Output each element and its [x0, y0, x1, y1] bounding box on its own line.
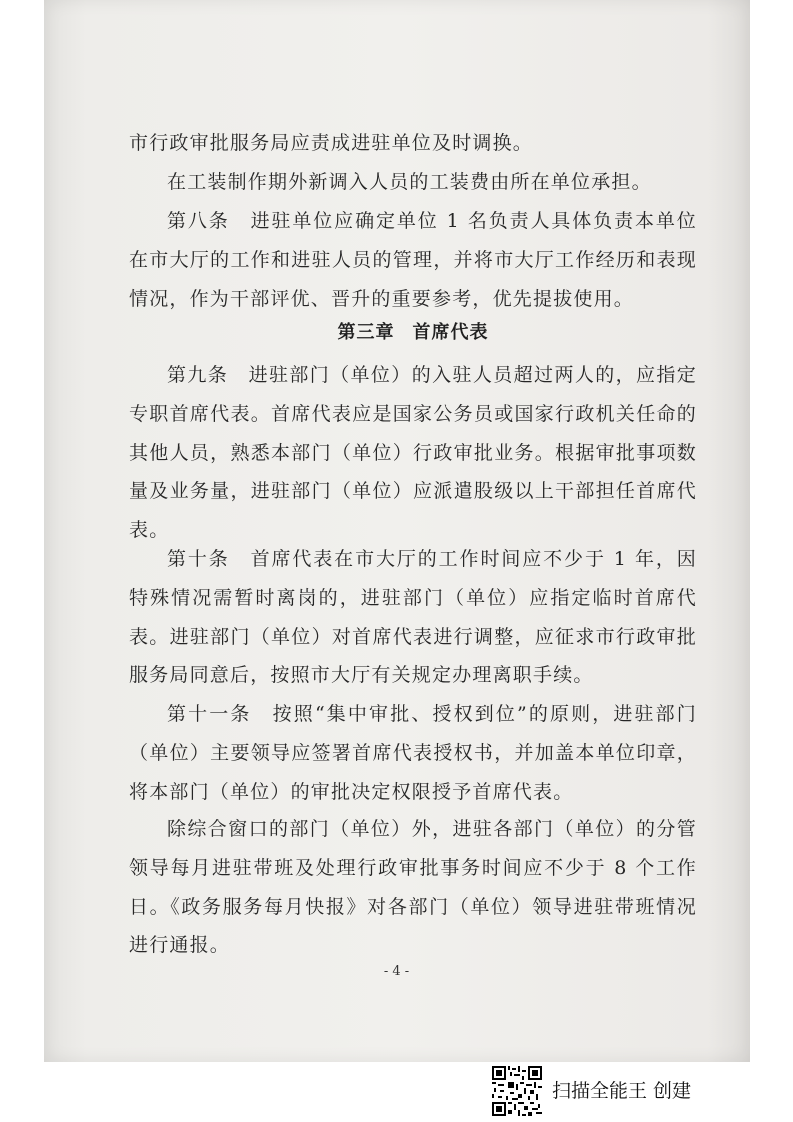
scanner-watermark [492, 1064, 752, 1116]
qr-code-icon [492, 1066, 542, 1116]
paragraph-continuation: 市行政审批服务局应责成进驻单位及时调换。 [129, 132, 534, 154]
paragraph-article-10: 第十条 首席代表在市大厅的工作时间应不少于 1 年，因特殊情况需暂时离岗的，进驻部门（单位）应指定临时首席代表。进驻部门（单位）对首席代表进行调整，应征求市行政审批服务局同意后，按照市大厅有关规定办理离职手续。 [129, 548, 697, 687]
paragraph-article-9: 第九条 进驻部门（单位）的入驻人员超过两人的，应指定专职首席代表。首席代表应是国家公务员或国家行政机关任命的其他人员，熟悉本部门（单位）行政审批业务。根据审批事项数量及业务量，进驻部门（单位）应派遣股级以上干部担任首席代表。 [129, 364, 697, 542]
paragraph-article-11: 第十一条 按照“集中审批、授权到位”的原则，进驻部门（单位）主要领导应签署首席代表授权书，并加盖本单位印章，将本部门（单位）的审批决定权限授予首席代表。 [129, 703, 697, 803]
chapter-number: 第三章 [337, 322, 395, 343]
scanner-brand-text: 扫描全能王 创建 [552, 1080, 692, 1102]
chapter-title: 首席代表 [412, 322, 489, 343]
page-number: - 4 - [383, 964, 410, 979]
paragraph-window-leaders: 除综合窗口的部门（单位）外，进驻各部门（单位）的分管领导每月进驻带班及处理行政审批事务时间应不少于 8 个工作日。《政务服务每月快报》对各部门（单位）领导进驻带班情况进行通报。 [129, 818, 697, 957]
paragraph-article-8: 第八条 进驻单位应确定单位 1 名负责人具体负责本单位在市大厅的工作和进驻人员的管理，并将市大厅工作经历和表现情况，作为干部评优、晋升的重要参考，优先提拔使用。 [129, 210, 697, 310]
chapter-heading [129, 318, 697, 344]
paragraph-uniform-cost: 在工装制作期外新调入人员的工装费由所在单位承担。 [167, 171, 652, 193]
